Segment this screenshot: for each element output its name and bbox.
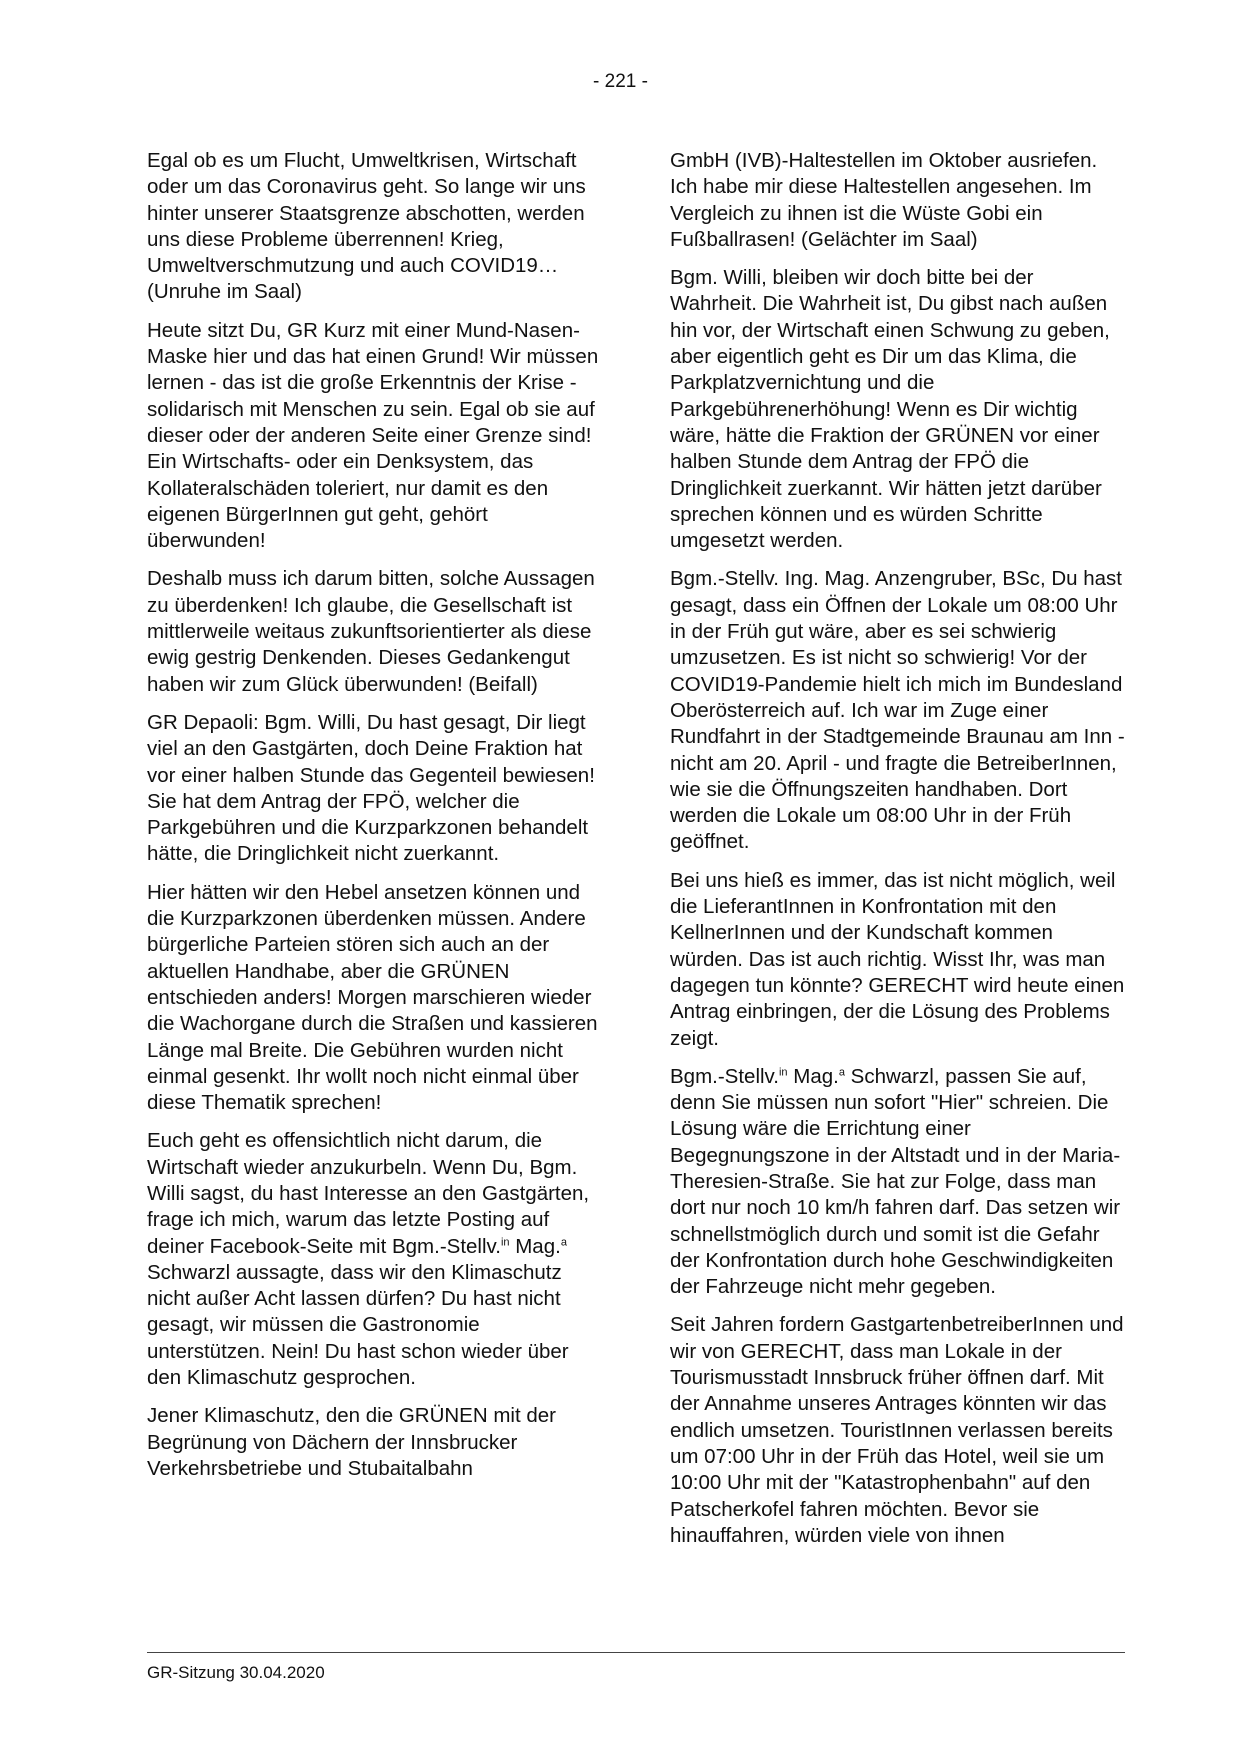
text-run: Mag.	[509, 1234, 561, 1258]
superscript: in	[778, 1066, 788, 1079]
paragraph: Heute sitzt Du, GR Kurz mit einer Mund-Nasen-Maske hier und das hat einen Grund! Wir müssen lernen - das ist die große Erkenntnis der Krise - solidarisch mit Menschen zu sein. Egal ob sie auf dieser oder der anderen Seite einer Grenze sind! Ein Wirtschafts- oder ein Denksystem, das Kollateralschäden toleriert, nur damit es den eigenen BürgerInnen gut geht, gehört überwunden!	[147, 318, 599, 553]
superscript: a	[560, 1235, 567, 1248]
text-run: Euch geht es offensichtlich nicht darum, die Wirtschaft wieder anzukurbeln. Wenn Du, Bgm. Willi sagst, du hast Interesse an den Gastgärten, frage ich mich, warum das letzte Posting auf deiner Facebook-Seite mit Bgm.-Stellv.	[147, 1129, 590, 1258]
paragraph: Bgm.-Stellv. Ing. Mag. Anzengruber, BSc, Du hast gesagt, dass ein Öffnen der Lokale um 08:00 Uhr in der Früh gut wäre, aber es sei schwierig umzusetzen. Es ist nicht so schwierig! Vor der COVID19-Pandemie hielt ich mich im Bundesland Oberösterreich auf. Ich war im Zuge einer Rundfahrt in der Stadtgemeinde Braunau am Inn - nicht am 20. April - und fragte die BetreiberInnen, wie sie die Öffnungszeiten handhaben. Dort werden die Lokale um 08:00 Uhr in der Früh geöffnet.	[670, 567, 1125, 854]
paragraph: Hier hätten wir den Hebel ansetzen können und die Kurzparkzonen überdenken müssen. Andere bürgerliche Parteien stören sich auch an der aktuellen Handhabe, aber die GRÜNEN entschieden anders! Morgen marschieren wieder die Wachorgane durch die Straßen und kassieren Länge mal Breite. Die Gebühren wurden nicht einmal gesenkt. Ihr wollt noch nicht einmal über diese Thematik sprechen!	[147, 880, 598, 1115]
paragraph	[147, 1128, 602, 1391]
text-run: Bgm.-Stellv.	[670, 1064, 779, 1088]
superscript: in	[500, 1235, 510, 1248]
footer-divider	[147, 1652, 1125, 1653]
footer-text: GR-Sitzung 30.04.2020	[147, 1663, 325, 1682]
text-run: Schwarzl, passen Sie auf, denn Sie müssen nun sofort "Hier" schreien. Die Lösung wäre die Errichtung einer Begegnungszone in der Altstadt und in der Maria-Theresien-Straße. Sie hat zur Folge, dass man dort nur noch 10 km/h fahren darf. Das setzen wir schnellstmöglich durch und somit ist die Gefahr der Konfrontation durch hohe Geschwindigkeiten der Fahrzeuge nicht mehr gegeben.	[670, 1064, 1121, 1299]
text-run: Mag.	[787, 1064, 839, 1088]
paragraph: Egal ob es um Flucht, Umweltkrisen, Wirtschaft oder um das Coronavirus geht. So lange wir uns hinter unserer Staatsgrenze abschotten, werden uns diese Probleme überrennen! Krieg, Umweltverschmutzung und auch COVID19… (Unruhe im Saal)	[147, 149, 586, 304]
paragraph: Bgm. Willi, bleiben wir doch bitte bei der Wahrheit. Die Wahrheit ist, Du gibst nach außen hin vor, der Wirtschaft einen Schwung zu geben, aber eigentlich geht es Dir um das Klima, die Parkplatzvernichtung und die Parkgebührenerhöhung! Wenn es Dir wichtig wäre, hätte die Fraktion der GRÜNEN vor einer halben Stunde dem Antrag der FPÖ die Dringlichkeit zuerkannt. Wir hätten jetzt darüber sprechen können und es würden Schritte umgesetzt werden.	[670, 266, 1110, 553]
superscript: a	[838, 1066, 845, 1079]
paragraph	[670, 1064, 1125, 1301]
page-number: - 221 -	[593, 71, 648, 92]
right-column	[670, 148, 1125, 1561]
text-run: Schwarzl aussagte, dass wir den Klimaschutz nicht außer Acht lassen dürfen? Du hast nicht gesagt, wir müssen die Gastronomie unterstützen. Nein! Du hast schon wieder über den Klimaschutz gesprochen.	[147, 1260, 569, 1390]
paragraph: Seit Jahren fordern GastgartenbetreiberInnen und wir von GERECHT, dass man Lokale in der Tourismusstadt Innsbruck früher öffnen darf. Mit der Annahme unseres Antrages könnten wir das endlich umsetzen. TouristInnen verlassen bereits um 07:00 Uhr in der Früh das Hotel, weil sie um 10:00 Uhr mit der "Katastrophenbahn" auf den Patscherkofel fahren möchten. Bevor sie hinauffahren, würden viele von ihnen	[670, 1313, 1124, 1547]
paragraph: GR Depaoli: Bgm. Willi, Du hast gesagt, Dir liegt viel an den Gastgärten, doch Deine Fraktion hat vor einer halben Stunde das Gegenteil bewiesen! Sie hat dem Antrag der FPÖ, welcher die Parkgebühren und die Kurzparkzonen behandelt hätte, die Dringlichkeit nicht zuerkannt.	[147, 710, 595, 866]
paragraph: Deshalb muss ich darum bitten, solche Aussagen zu überdenken! Ich glaube, die Gesellschaft ist mittlerweile weitaus zukunftsorientierter als diese ewig gestrig Denkenden. Dieses Gedankengut haben wir zum Glück überwunden! (Beifall)	[147, 567, 595, 696]
paragraph: Jener Klimaschutz, den die GRÜNEN mit der Begrünung von Dächern der Innsbrucker Verkehrsbetriebe und Stubaitalbahn	[147, 1404, 557, 1480]
paragraph: Bei uns hieß es immer, das ist nicht möglich, weil die LieferantInnen in Konfrontation mit den KellnerInnen und der Kundschaft kommen würden. Das ist auch richtig. Wisst Ihr, was man dagegen tun könnte? GERECHT wird heute einen Antrag einbringen, der die Lösung des Problems zeigt.	[670, 868, 1125, 1050]
paragraph: GmbH (IVB)-Haltestellen im Oktober ausriefen. Ich habe mir diese Haltestellen angesehen. Im Vergleich zu ihnen ist die Wüste Gobi ein Fußballrasen! (Gelächter im Saal)	[670, 149, 1098, 251]
left-column	[147, 148, 602, 1494]
